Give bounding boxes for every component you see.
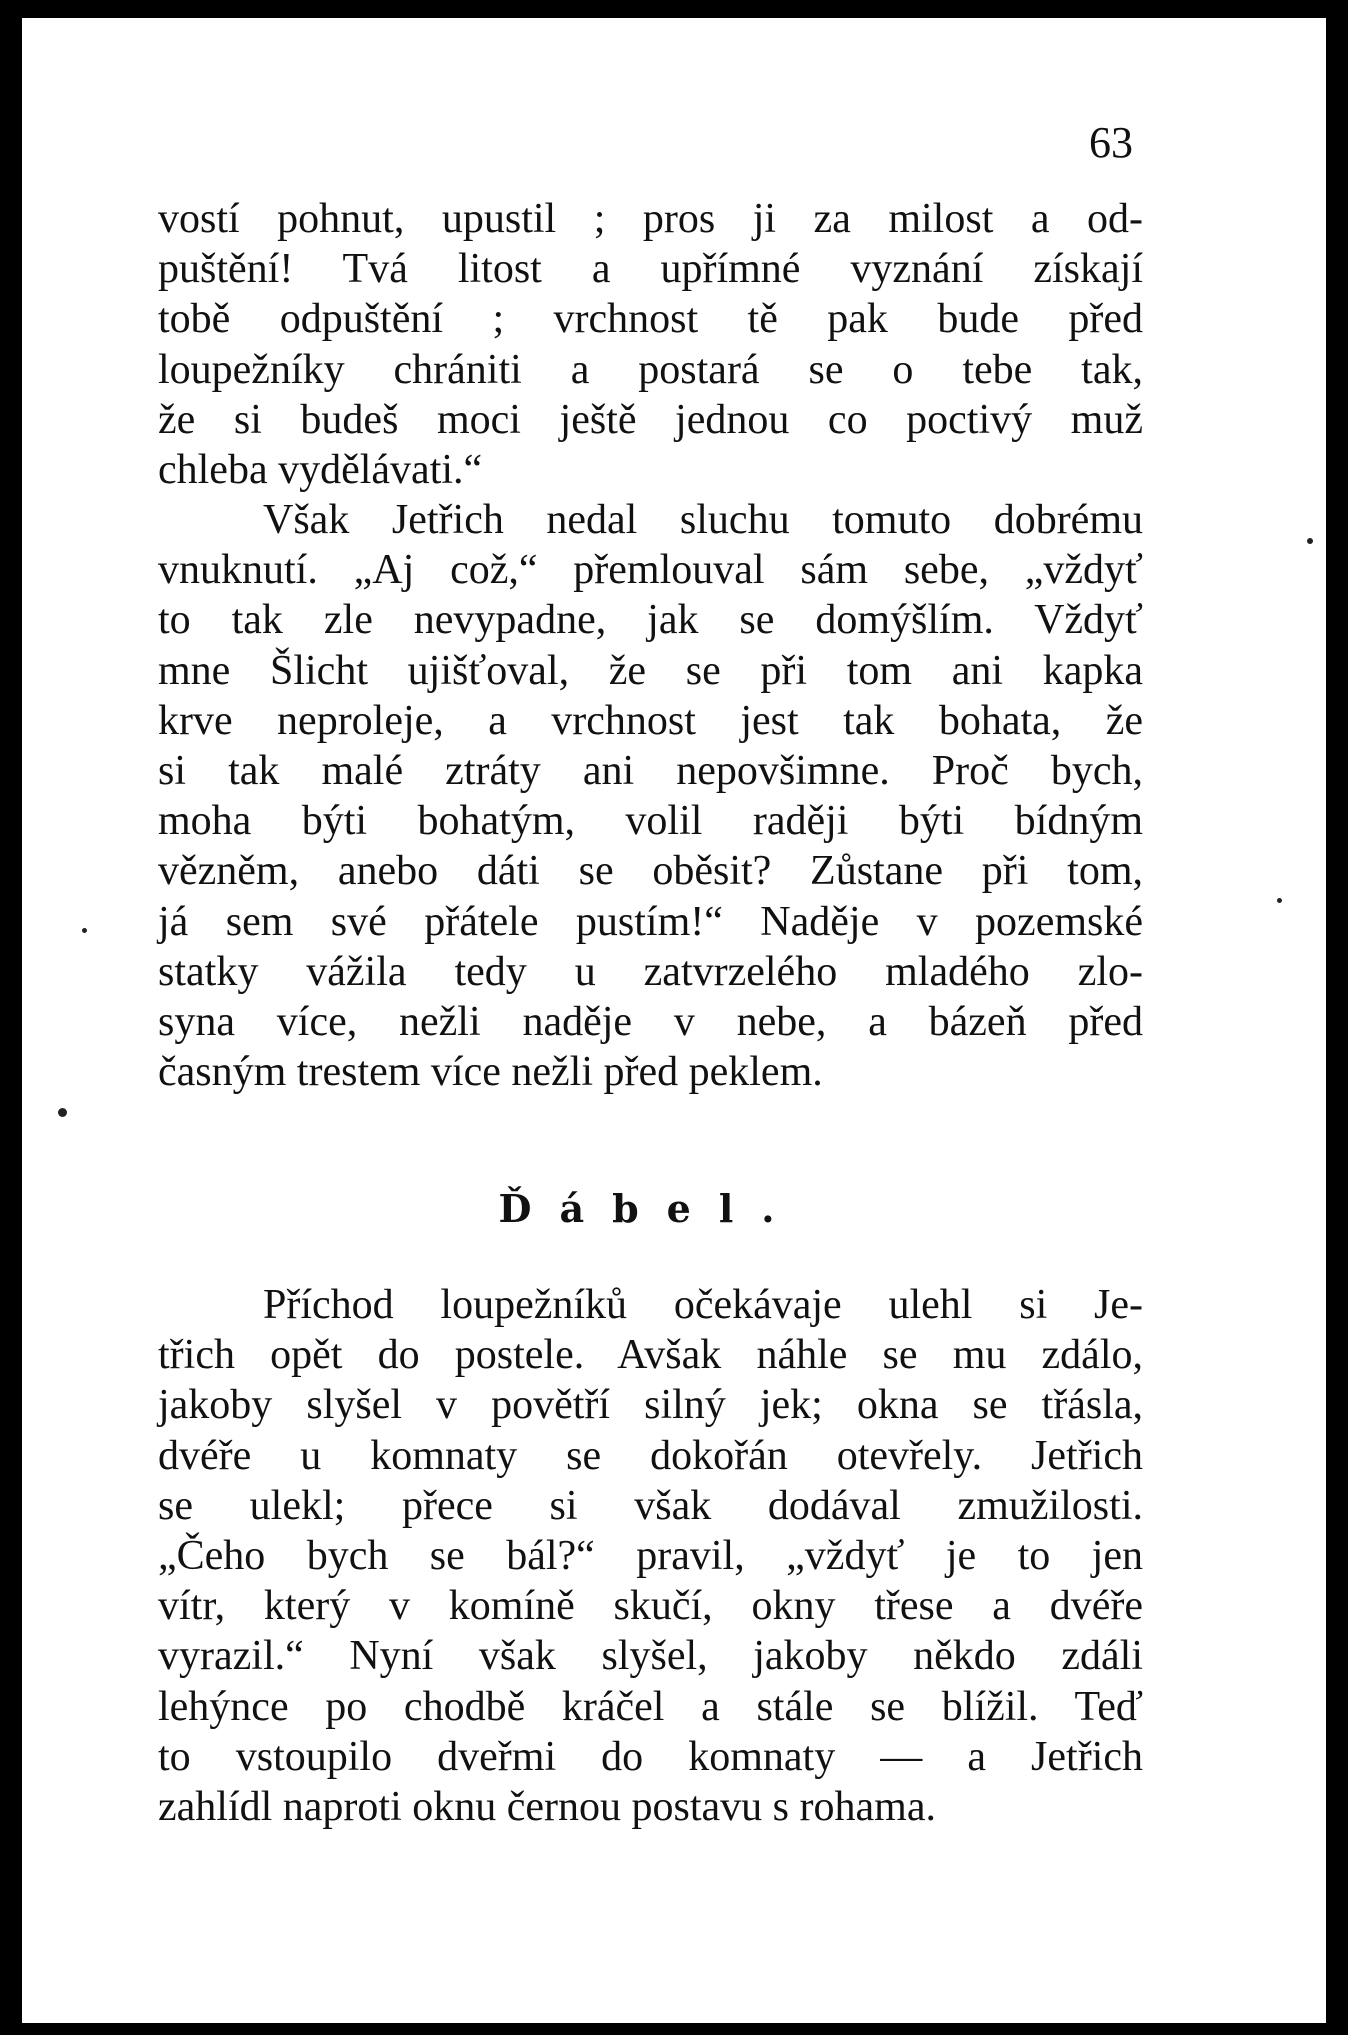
- text-line: Však Jetřich nedal sluchu tomuto dobrému: [263, 497, 1143, 543]
- text-line: vyrazil.“ Nyní však slyšel, jakoby někdo zdáli: [158, 1633, 1143, 1680]
- paragraph-1: [158, 194, 1143, 495]
- text-line: se ulekl; přece si však dodával zmužilosti.: [158, 1482, 1143, 1529]
- text-line: krve neproleje, a vrchnost jest tak bohata, že: [158, 697, 1143, 744]
- text-line: Příchod loupežníků očekávaje ulehl si Je-: [263, 1282, 1143, 1328]
- scan-speck: [58, 1108, 67, 1117]
- page-number: 63: [1089, 118, 1133, 167]
- text-line: třich opět do postele. Avšak náhle se mu zdálo,: [158, 1332, 1143, 1379]
- text-line: dvéře u komnaty se dokořán otevřely. Jetřich: [158, 1432, 1143, 1479]
- text-line: to tak zle nevypadne, jak se domýšlím. Vždyť: [158, 597, 1143, 644]
- text-line: chleba vydělávati.“: [158, 446, 483, 493]
- scan-speck: [1307, 538, 1313, 544]
- text-line: syna více, nežli naděje v nebe, a bázeň před: [158, 998, 1143, 1045]
- text-line: vnuknutí. „Aj což,“ přemlouval sám sebe, „vždyť: [158, 547, 1143, 594]
- text-line: tobě odpuštění ; vrchnost tě pak bude před: [158, 296, 1143, 343]
- text-line: statky vážila tedy u zatvrzelého mladého zlo-: [158, 948, 1143, 995]
- chapter-title: Ďábel.: [498, 1186, 803, 1231]
- text-line: „Čeho bych se bál?“ pravil, „vždyť je to jen: [158, 1532, 1143, 1579]
- text-line: loupežníky chrániti a postará se o tebe tak,: [158, 346, 1143, 393]
- text-line: vostí pohnut, upustil ; pros ji za milost a od-: [158, 196, 1143, 242]
- text-line: časným trestem více nežli před peklem.: [158, 1049, 823, 1096]
- text-line: zahlídl naproti oknu černou postavu s rohama.: [158, 1783, 936, 1830]
- text-line: já sem své přátele pustím!“ Naděje v pozemské: [158, 898, 1143, 945]
- paragraph-2: [158, 495, 1143, 1097]
- paragraph-3: [158, 1280, 1143, 1832]
- text-line: jakoby slyšel v povětří silný jek; okna se třásla,: [158, 1382, 1143, 1429]
- text-line: si tak malé ztráty ani nepovšimne. Proč bych,: [158, 747, 1143, 794]
- scan-speck: [1277, 898, 1282, 903]
- text-line: že si budeš moci ještě jednou co poctivý muž: [158, 396, 1143, 443]
- text-line: lehýnce po chodbě kráčel a stále se blížil. Teď: [158, 1683, 1143, 1730]
- text-line: puštění! Tvá litost a upřímné vyznání získají: [158, 246, 1143, 293]
- text-line: vítr, který v komíně skučí, okny třese a dvéře: [158, 1583, 1143, 1630]
- scan-speck: [82, 928, 87, 933]
- text-line: moha býti bohatým, volil raději býti bídným: [158, 798, 1143, 845]
- text-line: vězněm, anebo dáti se oběsit? Zůstane při tom,: [158, 848, 1143, 895]
- text-line: mne Šlicht ujišťoval, že se při tom ani kapka: [158, 647, 1143, 694]
- text-line: to vstoupilo dveřmi do komnaty — a Jetřich: [158, 1733, 1143, 1780]
